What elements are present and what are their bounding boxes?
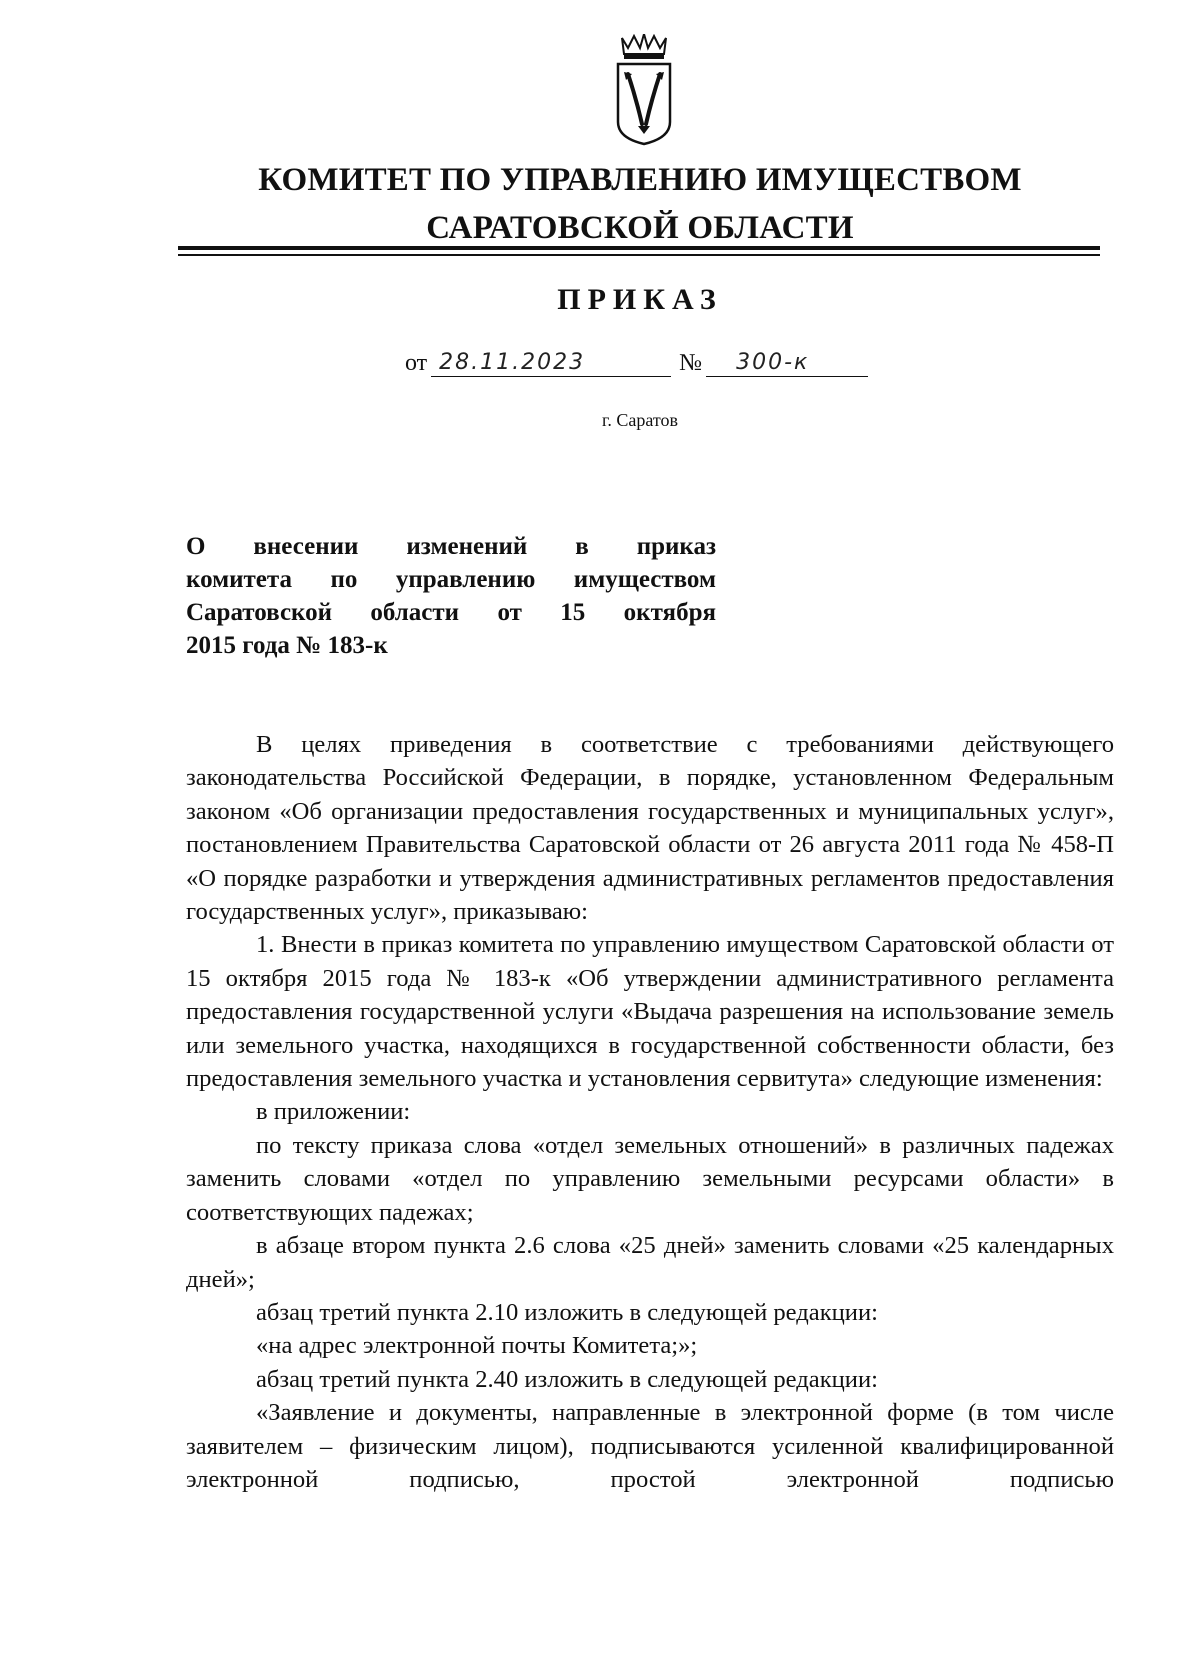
paragraph-appendix: в приложении: (256, 1098, 411, 1126)
order-title: ПРИКАЗ (557, 283, 723, 316)
paragraph-clause-2-10: абзац третий пункта 2.10 изложить в следующей редакции: (256, 1298, 878, 1326)
date-label: от (405, 350, 428, 376)
subject-line-4: 2015 года № 183-к (186, 632, 388, 659)
order-date-handwritten: 28.11.2023 (431, 350, 671, 377)
saratov-coat-of-arms-icon (614, 34, 674, 146)
paragraph-preamble: В целях приведения в соответствие с требованиями действующего законодательства Российской Федерации, в порядке, установленном Федеральным законом «Об организации предоставления государственных и муниципальных услуг», постановлением Правительства Саратовской области от 26 августа 2011 года № 458-П «О порядке разработки и утверждения административных регламентов предоставления государственных услуг», приказываю: (186, 731, 1114, 926)
order-subject (186, 530, 716, 662)
organization-name (0, 156, 1200, 252)
order-date-number-row (405, 345, 868, 377)
order-city: г. Саратов (602, 410, 678, 430)
paragraph-clause-2-40-text: «Заявление и документы, направленные в электронной форме (в том числе заявителем – физическим лицом), подписываются усиленной квалифицированной электронной подписью, простой электронной подписью (186, 1399, 1114, 1493)
order-body (186, 728, 1114, 1496)
organization-line-2: САРАТОВСКОЙ ОБЛАСТИ (426, 210, 854, 246)
order-number-handwritten: 300-к (706, 350, 868, 377)
paragraph-clause-2-10-text: «на адрес электронной почты Комитета;»; (256, 1332, 698, 1360)
header-divider-thick (178, 246, 1100, 250)
subject-line-3: Саратовской области от 15 октября (186, 599, 716, 626)
subject-line-1: О внесении изменений в приказ (186, 533, 716, 560)
paragraph-clause-2-40: абзац третий пункта 2.40 изложить в следующей редакции: (256, 1365, 878, 1393)
paragraph-clause-2-6: в абзаце втором пункта 2.6 слова «25 дней» заменить словами «25 календарных дней»; (186, 1232, 1114, 1293)
paragraph-item-1: 1. Внести в приказ комитета по управлению имуществом Саратовской области от 15 октября 2015 года № 183-к «Об утверждении административного регламента предоставления государственной услуги «Выдача разрешения на использование земель или земельного участка, находящихся в государственной собственности области, без предоставления земельного участка и установления сервитута» следующие изменения: (186, 931, 1114, 1093)
number-label: № (679, 350, 703, 376)
paragraph-replace-dept: по тексту приказа слова «отдел земельных отношений» в различных падежах заменить словами «отдел по управлению земельными ресурсами области» в соответствующих падежах; (186, 1131, 1114, 1226)
subject-line-2: комитета по управлению имуществом (186, 566, 716, 593)
header-divider-thin (178, 254, 1100, 256)
organization-line-1: КОМИТЕТ ПО УПРАВЛЕНИЮ ИМУЩЕСТВОМ (258, 162, 1022, 198)
